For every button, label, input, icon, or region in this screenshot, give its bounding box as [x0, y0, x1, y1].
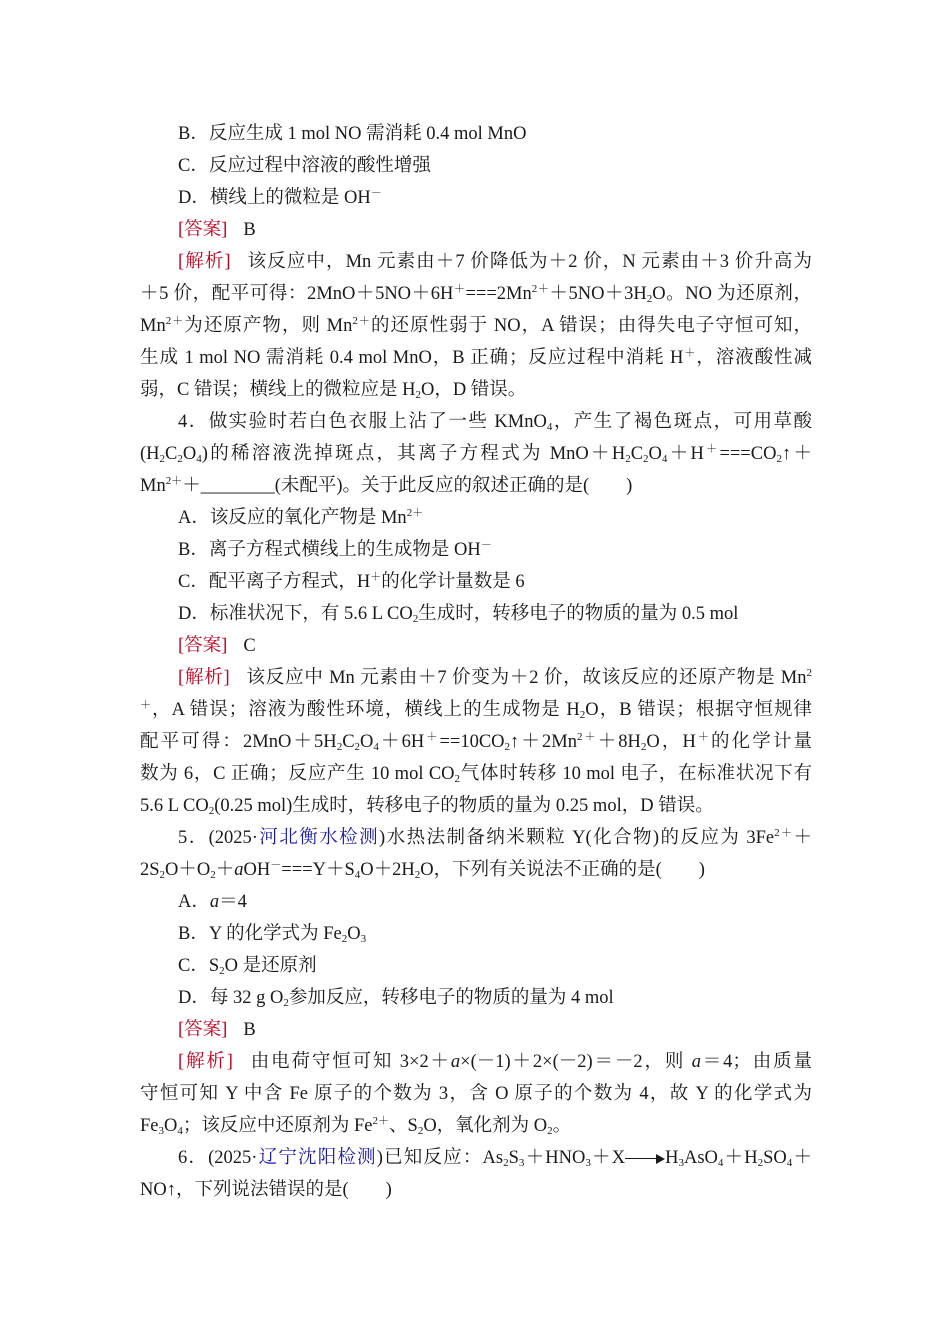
q4-option-a: A．该反应的氧化产物是 $Mn^{2+}$	[178, 507, 424, 528]
q4-analysis-line: [解析] 该反应中 Mn 元素由＋7 价变为＋2 价，故该反应的还原产物是 Mn$^2$	[178, 667, 812, 688]
q3-option-b: B．反应生成 1 mol NO 需消耗 0.4 mol MnO	[178, 124, 527, 144]
q3-analysis-line: 生成 1 mol NO 需消耗 0.4 mol MnO，B 正确；反应过程中消耗 H＋，溶液酸性减	[140, 347, 812, 368]
q5-analysis-line: [解析] 由电荷守恒可知 3×2＋a×(－1)＋2×(－2)＝－2，则 a＝4；由质量	[178, 1052, 812, 1072]
question-source: 辽宁沈阳检测	[257, 1148, 377, 1168]
q4-stem: $Mn^{2+}+\_\_\_\_\_\_\_\_$(未配平)。关于此反应的叙述正确的是( )	[140, 475, 633, 496]
answer-label: [答案]	[178, 636, 228, 656]
q3-analysis-line: $Mn^{2+}$为还原产物，则 $Mn^{2+}$的还原性弱于 NO，A 错误；由得失电子守恒可知，	[140, 315, 813, 336]
q4-stem: 4．做实验时若白色衣服上沾了一些 KMnO$_4$，产生了褐色斑点，可用草酸	[178, 412, 812, 433]
answer-label: [答案]	[178, 1020, 228, 1040]
q5-stem: 5．(2025·河北衡水检测)水热法制备纳米颗粒 Y(化合物)的反应为 $3Fe^{2+}+$	[178, 827, 812, 848]
q3-analysis-line: 弱，C 错误；横线上的微粒应是 $H_2O$，D 错误。	[140, 380, 527, 401]
document-page	[140, 118, 812, 1206]
q4-analysis-line: 配平可得：$2MnO+5H_2C_2O_4+6H^+==10CO_2↑+2Mn^{2+}+8H_2O$，H＋的化学计量	[140, 731, 812, 753]
q5-option-c: C．$S_2O$ 是还原剂	[178, 956, 317, 977]
question-source: 河北衡水检测	[257, 828, 380, 848]
q4-stem: $(H_2C_2O_4)$的稀溶液洗掉斑点，其离子方程式为 $MnO+H_2C_2O_4+H^+===CO_2↑+$	[140, 443, 812, 465]
reaction-arrow-icon	[625, 1154, 665, 1164]
q3-analysis-line: ＋5 价，配平可得：$2MnO+5NO+6H^+===2Mn^{2+}+5NO+3H_2O$。NO 为还原剂，	[140, 283, 812, 305]
q4-analysis-line: 5.6 L $CO_2(0.25$ mol)生成时，转移电子的物质的量为 0.25 mol，D 错误。	[140, 796, 714, 817]
q5-option-b: B．Y 的化学式为 $Fe_2O_3$	[178, 924, 367, 945]
q5-answer: [答案] B	[178, 1020, 256, 1040]
answer-label: [答案]	[178, 220, 228, 240]
q4-option-b: B．离子方程式横线上的生成物是 OH－	[178, 539, 492, 560]
q5-analysis-line: $Fe_3O_4$；该反应中还原剂为 $Fe^{2+}$、$S_2O$，氧化剂为 $O_2$。	[140, 1115, 572, 1137]
q5-option-a: A．a＝4	[178, 892, 247, 912]
q5-stem: $2S_2O+O_2+aOH^-===Y+S_4O+2H_2O$，下列有关说法不正确的是( )	[140, 859, 705, 881]
q4-option-d: D．标准状况下，有 5.6 L $CO_2$生成时，转移电子的物质的量为 0.5 mol	[178, 604, 739, 625]
q3-answer: [答案] B	[178, 220, 256, 240]
q6-stem: 6．(2025·辽宁沈阳检测)已知反应：$As_2S_3+HNO_3+X$ $H_3AsO_4+H_2SO_4+$	[178, 1148, 812, 1169]
q4-answer: [答案] C	[178, 636, 256, 656]
q4-option-c: C．配平离子方程式，H＋的化学计量数是 6	[178, 571, 525, 592]
q3-option-d: D．横线上的微粒是 OH－	[178, 187, 382, 208]
q6-stem: NO↑，下列说法错误的是( )	[140, 1180, 392, 1200]
analysis-label: [解析]	[178, 1052, 233, 1072]
analysis-label: [解析]	[178, 252, 231, 272]
q3-analysis-line: [解析] 该反应中，Mn 元素由＋7 价降低为＋2 价，N 元素由＋3 价升高为	[178, 252, 812, 272]
q3-option-c: C．反应过程中溶液的酸性增强	[178, 156, 431, 176]
q5-option-d: D．每 32 g $O_2$参加反应，转移电子的物质的量为 4 mol	[178, 988, 614, 1009]
q4-analysis-line: ＋，A 错误；溶液为酸性环境，横线上的生成物是 $H_2O$，B 错误；根据守恒规律	[140, 699, 813, 721]
q5-analysis-line: 守恒可知 Y 中含 Fe 原子的个数为 3，含 O 原子的个数为 4，故 Y 的化学式为	[140, 1084, 812, 1104]
q4-analysis-line: 数为 6，C 正确；反应产生 10 mol $CO_2$气体时转移 10 mol 电子，在标准状况下有	[140, 764, 812, 785]
analysis-label: [解析]	[178, 668, 230, 688]
